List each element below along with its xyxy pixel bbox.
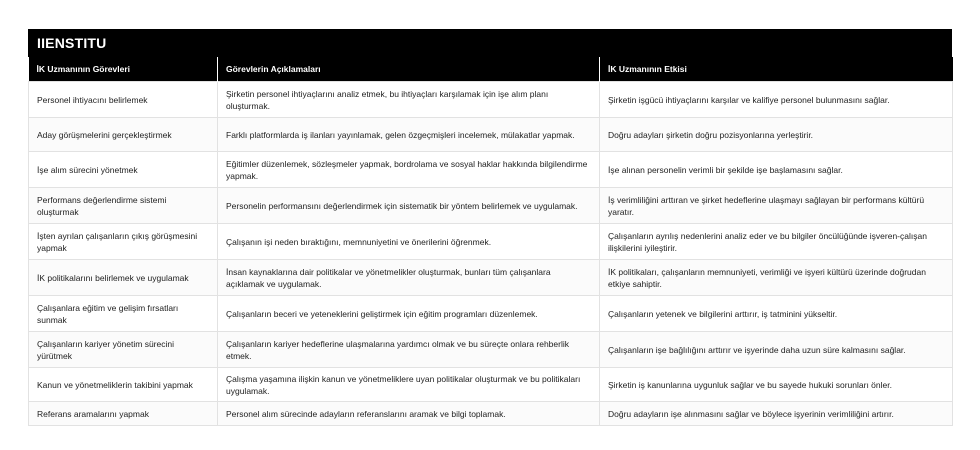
cell-impact: Çalışanların yetenek ve bilgilerini arttırır, iş tatminini yükseltir.	[600, 296, 953, 332]
cell-duty: Referans aramalarını yapmak	[29, 402, 218, 426]
cell-duty: İşe alım sürecini yönetmek	[29, 152, 218, 188]
cell-impact: Doğru adayların işe alınmasını sağlar ve böylece işyerinin verimliliğini artırır.	[600, 402, 953, 426]
cell-duty: İK politikalarını belirlemek ve uygulamak	[29, 260, 218, 296]
cell-description: Şirketin personel ihtiyaçlarını analiz etmek, bu ihtiyaçları karşılamak için işe alım planı oluşturmak.	[218, 82, 600, 118]
table-row	[29, 402, 953, 426]
cell-impact: İşe alınan personelin verimli bir şekilde işe başlamasını sağlar.	[600, 152, 953, 188]
cell-description: Eğitimler düzenlemek, sözleşmeler yapmak, bordrolama ve sosyal haklar hakkında bilgilendirme yapmak.	[218, 152, 600, 188]
cell-description: Personelin performansını değerlendirmek için sistematik bir yöntem belirlemek ve uygulamak.	[218, 188, 600, 224]
table-row	[29, 224, 953, 260]
table-body	[29, 82, 953, 426]
table-row	[29, 368, 953, 402]
table-container	[28, 29, 952, 426]
cell-duty: Performans değerlendirme sistemi oluşturmak	[29, 188, 218, 224]
table-row	[29, 152, 953, 188]
table-row	[29, 118, 953, 152]
cell-impact: Çalışanların işe bağlılığını arttırır ve işyerinde daha uzun süre kalmasını sağlar.	[600, 332, 953, 368]
cell-description: Farklı platformlarda iş ilanları yayınlamak, gelen özgeçmişleri incelemek, mülakatlar yapmak.	[218, 118, 600, 152]
cell-impact: Şirketin işgücü ihtiyaçlarını karşılar ve kalifiye personel bulunmasını sağlar.	[600, 82, 953, 118]
cell-description: Personel alım sürecinde adayların referanslarını aramak ve bilgi toplamak.	[218, 402, 600, 426]
cell-description: Çalışma yaşamına ilişkin kanun ve yönetmeliklere uyan politikalar oluşturmak ve bu politikaları uygulamak.	[218, 368, 600, 402]
cell-impact: İK politikaları, çalışanların memnuniyeti, verimliği ve işyeri kültürü üzerinde doğrudan etkiye sahiptir.	[600, 260, 953, 296]
table-row	[29, 188, 953, 224]
cell-impact: Şirketin iş kanunlarına uygunluk sağlar ve bu sayede hukuki sorunları önler.	[600, 368, 953, 402]
table-row	[29, 82, 953, 118]
cell-impact: Doğru adayları şirketin doğru pozisyonlarına yerleştirir.	[600, 118, 953, 152]
header-row	[29, 57, 953, 82]
table-row	[29, 260, 953, 296]
cell-duty: Çalışanlara eğitim ve gelişim fırsatları sunmak	[29, 296, 218, 332]
cell-description: Çalışanların beceri ve yeteneklerini geliştirmek için eğitim programları düzenlemek.	[218, 296, 600, 332]
column-header-impact: İK Uzmanının Etkisi	[600, 57, 953, 82]
cell-description: İnsan kaynaklarına dair politikalar ve yönetmelikler oluşturmak, bunları tüm çalışanlara açıklamak ve uygulamak.	[218, 260, 600, 296]
table-row	[29, 332, 953, 368]
cell-duty: Personel ihtiyacını belirlemek	[29, 82, 218, 118]
cell-description: Çalışanların kariyer hedeflerine ulaşmalarına yardımcı olmak ve bu süreçte onlara rehberlik etmek.	[218, 332, 600, 368]
hr-duties-table	[28, 57, 953, 426]
cell-duty: İşten ayrılan çalışanların çıkış görüşmesini yapmak	[29, 224, 218, 260]
cell-description: Çalışanın işi neden bıraktığını, memnuniyetini ve önerilerini öğrenmek.	[218, 224, 600, 260]
table-row	[29, 296, 953, 332]
column-header-duties: İK Uzmanının Görevleri	[29, 57, 218, 82]
cell-duty: Aday görüşmelerini gerçekleştirmek	[29, 118, 218, 152]
column-header-descriptions: Görevlerin Açıklamaları	[218, 57, 600, 82]
cell-impact: Çalışanların ayrılış nedenlerini analiz eder ve bu bilgiler öncülüğünde işveren-çalışan ilişkilerini iyileştirir.	[600, 224, 953, 260]
table-title: IIENSTITU	[28, 29, 952, 57]
cell-duty: Çalışanların kariyer yönetim sürecini yürütmek	[29, 332, 218, 368]
cell-duty: Kanun ve yönetmeliklerin takibini yapmak	[29, 368, 218, 402]
cell-impact: İş verimliliğini arttıran ve şirket hedeflerine ulaşmayı sağlayan bir performans kültürü yaratır.	[600, 188, 953, 224]
